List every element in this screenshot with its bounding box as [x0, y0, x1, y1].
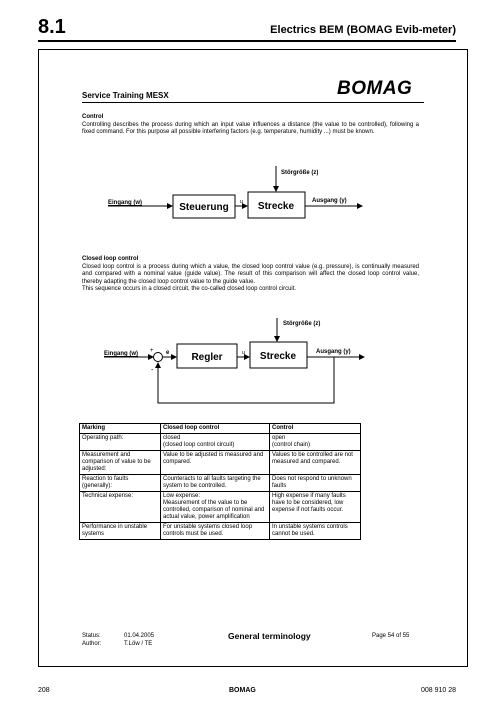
comparison-table — [79, 423, 361, 540]
table-cell: Measurement and comparison of value to be adjusted: — [80, 451, 161, 475]
d2-input-label: Eingang (w) — [104, 351, 138, 357]
table-cell: Low expense: Measurement of the value to be controlled, comparison of nominal and actual value, power amplification — [161, 492, 270, 523]
author-value: T.Löw / TE — [124, 641, 153, 647]
table-cell: Values to be controlled are not measured and compared. — [270, 451, 361, 475]
page-counter: Page 54 of 55 — [372, 633, 410, 639]
table-cell: In unstable systems controls cannot be used. — [270, 523, 361, 540]
table-cell: open (control chain) — [270, 434, 361, 451]
training-title: Service Training MESX — [82, 91, 169, 100]
closed-loop-text-2: This sequence occurs in a closed circuit, the co-called closed loop control circuit. — [82, 286, 297, 293]
d2-output-label: Ausgang (y) — [316, 349, 351, 355]
table-cell: Reaction to faults (generally): — [80, 475, 161, 492]
author-label: Author: — [82, 641, 102, 647]
table-cell: High expense if many faults have to be considered, low expense if not faults occur. — [270, 492, 361, 523]
table-row — [80, 475, 361, 492]
table-cell: Performance in unstable systems — [80, 523, 161, 540]
section-number: 8.1 — [38, 16, 66, 38]
d1-signal-label: u — [240, 199, 244, 205]
table-cell: For unstable systems closed loop controls must be used. — [161, 523, 270, 540]
document-number: 008 910 28 — [420, 687, 456, 694]
table-header-row — [80, 424, 361, 434]
d1-block-steuerung-label: Steuerung — [179, 202, 229, 213]
d2-summing-junction — [154, 353, 163, 362]
d2-block-strecke-label: Strecke — [259, 351, 297, 362]
footer-brand: BOMAG — [229, 687, 256, 694]
table-row — [80, 451, 361, 475]
bomag-logo: BOMAG — [337, 78, 413, 99]
closed-loop-section — [82, 256, 419, 294]
d2-error-label: e — [166, 350, 170, 356]
closed-loop-text: Closed loop control is a process during which a value, the closed loop control value (e.g. pressure), is continually measured and compared with a nominal value (guide value). The result of this comparison will affect the closed loop control value, thereby adapting the closed loop control value to the guide value. — [82, 263, 419, 285]
d1-disturbance-label: Störgröße (z) — [281, 170, 319, 176]
table-row — [80, 492, 361, 523]
d2-disturbance-label: Störgröße (z) — [283, 321, 321, 327]
table-cell: Does not respond to unknown faults — [270, 475, 361, 492]
page-number: 208 — [38, 687, 50, 694]
d2-block-regler-label: Regler — [191, 352, 223, 363]
d1-block-strecke-label: Strecke — [257, 201, 295, 212]
table-cell: Counteracts to all faults targeting the system to be controlled. — [161, 475, 270, 492]
d1-input-label: Eingang (w) — [108, 200, 142, 206]
d2-minus-sign: - — [151, 367, 154, 374]
table-header-cell: Control — [270, 424, 361, 434]
d2-plus-sign: + — [150, 348, 154, 354]
table-row — [80, 523, 361, 540]
status-label: Status: — [82, 633, 101, 639]
footer-topic: General terminology — [228, 631, 311, 641]
closed-loop-heading: Closed loop control — [82, 256, 139, 262]
control-text: Controlling describes the process during which an input value influences a distance (the value to be controlled), following a fixed command. For this purpose all possible interfering factors (e.g. temperature, humidity ...) must be known. — [82, 121, 419, 136]
status-value: 01.04.2005 — [124, 633, 155, 639]
table-header-cell: Marking — [80, 424, 161, 434]
table-row — [80, 434, 361, 451]
chapter-title: Electrics BEM (BOMAG Evib-meter) — [270, 24, 456, 36]
table-cell: Value to be adjusted is measured and compared. — [161, 451, 270, 475]
control-heading: Control — [82, 114, 104, 120]
d2-signal-label: u — [242, 350, 246, 356]
table-cell: Technical expense: — [80, 492, 161, 523]
table-header-cell: Closed loop control — [161, 424, 270, 434]
d1-output-label: Ausgang (y) — [312, 198, 347, 204]
table-cell: Operating path: — [80, 434, 161, 451]
table-cell: closed (closed loop control circuit) — [161, 434, 270, 451]
